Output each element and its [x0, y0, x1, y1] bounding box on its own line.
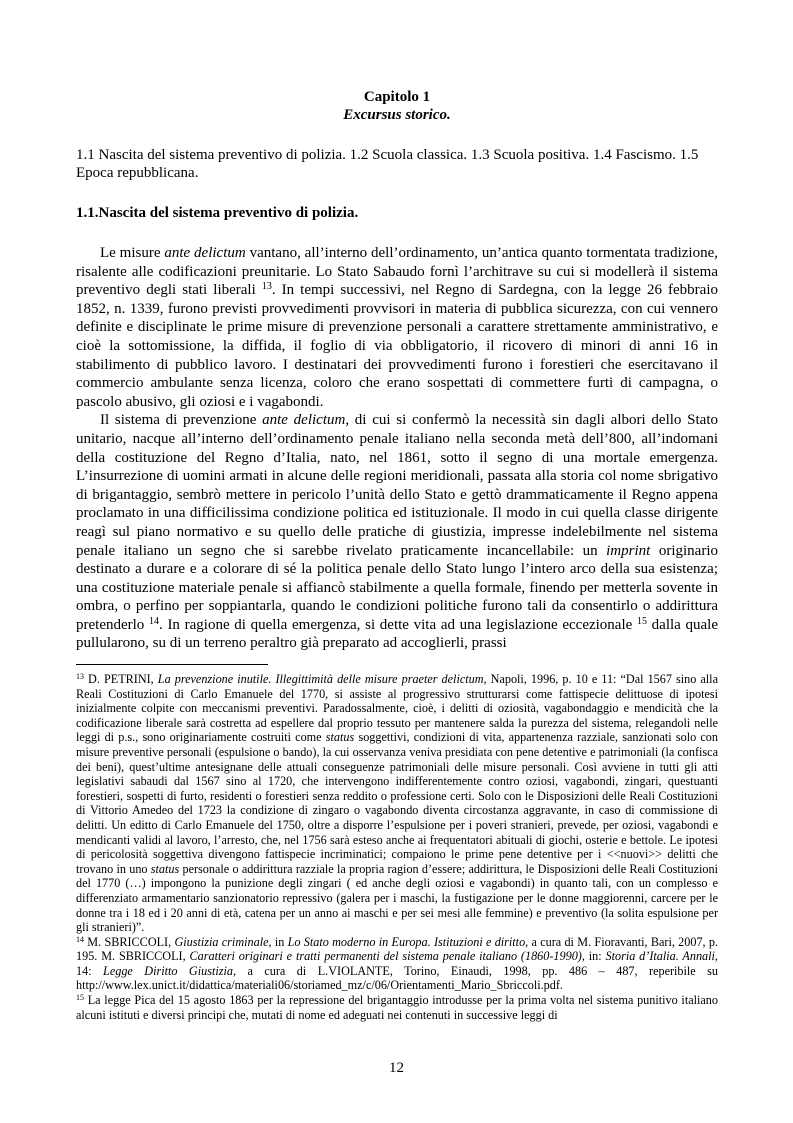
body-paragraph: Il sistema di prevenzione ante delictum, di cui si confermò la necessità sin dagli albori dello Stato unitario, nacque all’interno dell’ordinamento penale italiano nella seconda metà dell’800, all’indomani della costituzione del Regno d’Italia, nato, nel 1861, sotto il segno di una mortale emergenza. L’insurrezione di uomini armati in alcune delle regioni meridionali, passata alla storia col nome sbrigativo di brigantaggio, sembrò mettere in pericolo l’unità dello Stato e gettò drammaticamente il Regno appena proclamato in una difficilissima condizione politica ed istituzionale. Il modo in cui quella classe dirigente reagì sul piano normativo e su quello delle pratiche di giustizia, impresse indelebilmente nel sistema penale italiano un segno che si sarebbe rivelato praticamente incancellabile: un imprint originario destinato a durare e a colorare di sé la politica penale dello Stato lungo l’intero arco della sua esistenza; una costituzione materiale penale si affiancò stabilmente a quella formale, finendo per metterla sovente in ombra, o perfino per soppiantarla, quando le condizioni politiche furono tali da consentirlo o addirittura pretenderlo $^{14}$. In ragione di quella emergenza, si dette vita ad una legislazione eccezionale $^{15}$ dalla quale pullularono, su di un terreno peraltro già preparato ad accoglierli, prassi [76, 412, 718, 652]
footnote: $^{14}$ M. SBRICCOLI, Giustizia criminale, in Lo Stato moderno in Europa. Istituzioni e diritto, a cura di M. Fioravanti, Bari, 2007, p. 195. M. SBRICCOLI, Caratteri originari e tratti permanenti del sistema penale italiano (1860-1990), in: Storia d’Italia. Annali, 14: Legge Diritto Giustizia, a cura di L.VIOLANTE, Torino, Einaudi, 1998, pp. 486 – 487, reperibile su http://www.lex.unict.it/didattica/materiali06/storiamed_mz/c/06/Orientamenti_Mario_Sbriccoli.pdf. [76, 934, 719, 993]
footnote-ref: 14 [76, 934, 84, 944]
italic-text: ante delictum [262, 412, 346, 429]
chapter-number: Capitolo 1 [363, 89, 431, 105]
section-heading: 1.1.Nascita del sistema preventivo di polizia. [76, 205, 359, 221]
chapter-contents: 1.1 Nascita del sistema preventivo di polizia. 1.2 Scuola classica. 1.3 Scuola positiva. 1.4 Fascismo. 1.5 Epoca repubblicana. [76, 147, 699, 181]
footnote-ref: 14 [149, 615, 159, 627]
footnote: $^{13}$ D. PETRINI, La prevenzione inutile. Illegittimità delle misure praeter delictum, Napoli, 1996, p. 10 e 11: “Dal 1567 sino alla Reali Costituzioni di Carlo Emanuele del 1770, si assiste al progressivo strutturarsi come fattispecie delittuose di ipotesi inizialmente colpite con meccanismi preventivi. Paradossalmente, cioè, i delitti di oziosità, vagabondaggio e mendicità che la codificazione liberale sarà costretta ad espellere dal proprio tessuto per mantenere salda la purezza del sistema, relegandoli nelle leggi di p.s., sono originariamente costruiti come status soggettivi, condizioni di vita, appartenenza razziale, sanzionati solo con misure preventive personali (espulsione o bando), la cui osservanza veniva presidiata con pene detentive e patrimoniali (la confisca dei beni), quest’ultime antesignane delle attuali conseguenze patrimoniali delle misure personali. Così avviene in tutti gli atti legislativi sabaudi dal 1567 sino al 1720, che intervengono indifferentemente contro oziosi, vagabondi, zingari, questuanti forestieri, sospetti di furto, residenti o forestieri senza reddito o professione certi. Solo con le Disposizioni delle Reali Costituzioni di Vittorio Amedeo del 1723 la condizione di zingaro o vagabondo diventa circostanza aggravante, in caso di commissione di delitti. Un editto di Carlo Emanuele del 1750, oltre a disporre l’espulsione per i poveri stranieri, prevede, per oziosi, vagabondi e mendicanti validi al lavoro, l’arresto, che, nel 1756 sarà esteso anche ai frequentatori abituali di giochi, osterie e bettole. Le ipotesi di pericolosità soggettiva divengono fattispecie incriminatici; compaiono le prime pene detentive per i <<nuovi>> delitti che trovano in uno status personale o addirittura razziale la propria ragion d’essere; addirittura, le Disposizioni delle Reali Costituzioni del 1770 (…) impongono la punizione degli zingari ( ed anche degli oziosi e vagabondi) in quanto tali, con un complesso e differenziato armamentario sanzionatorio repressivo (galera per i maschi, la fustigazione per le donne maggiorenni, carcere per le donne tra i 18 ed i 20 anni di età, catena per un anno ai maschi e per sei mesi alle femmine) e preventivo (la solita espulsione per gli stranieri)”. [76, 672, 718, 935]
italic-text: Giustizia criminale [174, 934, 269, 949]
body-paragraph: Le misure ante delictum vantano, all’interno dell’ordinamento, un’antica quanto tormentata tradizione, risalente alle codificazioni preunitarie. Lo Stato Sabaudo fornì l’architrave su cui si modellerà il sistema preventivo degli stati liberali $^{13}$. In tempi successivi, nel Regno di Sardegna, con la legge 26 febbraio 1852, n. 1339, furono previsti provvedimenti provvisori in materia di pubblica sicurezza, con cui vennero definite e disciplinate le prime misure di prevenzione personali a carattere strettamente amministrativo, e cioè la sottomissione, la diffida, il foglio di via obbligatorio, il ricovero di minori di anni 16 in stabilimento di pubblico lavoro. I destinatari dei provvedimenti furono i forestieri che esercitavano il commercio ambulante senza licenza, coloro che erano sospettati di commettere furti di campagna, o pascolo abusivo, gli oziosi e i vagabondi. [76, 245, 718, 410]
page-content [76, 88, 718, 653]
chapter-subtitle: Excursus storico. [343, 107, 451, 123]
italic-text: ante delictum [164, 245, 246, 261]
footnotes [76, 672, 718, 1022]
body-text [76, 244, 718, 653]
italic-text: status [150, 861, 180, 876]
footnote-ref: 13 [76, 672, 84, 681]
italic-text: La prevenzione inutile. Illegittimità delle misure praeter delictum [157, 672, 484, 686]
page-number: 12 [389, 1060, 404, 1076]
footnote-ref: 15 [636, 615, 647, 627]
footnote-ref: 13 [261, 281, 272, 293]
footnote: $^{15}$ La legge Pica del 15 agosto 1863 per la repressione del brigantaggio introdusse per la prima volta nel sistema punitivo italiano alcuni istituti e diversi principi che, mutati di nome ed adeguati nei contenuti in successive leggi di [76, 993, 718, 1022]
footnote-ref: 15 [76, 993, 84, 1003]
italic-text: Caratteri originari e tratti permanenti del sistema penale italiano (1860-1990) [189, 949, 582, 964]
italic-text: Lo Stato moderno in Europa. Istituzioni e diritto [287, 934, 526, 949]
italic-text: Legge Diritto Giustizia [103, 963, 233, 978]
footnote-separator [76, 664, 268, 665]
italic-text: imprint [606, 542, 651, 559]
italic-text: status [325, 730, 355, 745]
italic-text: Storia d’Italia. Annali [605, 949, 715, 964]
